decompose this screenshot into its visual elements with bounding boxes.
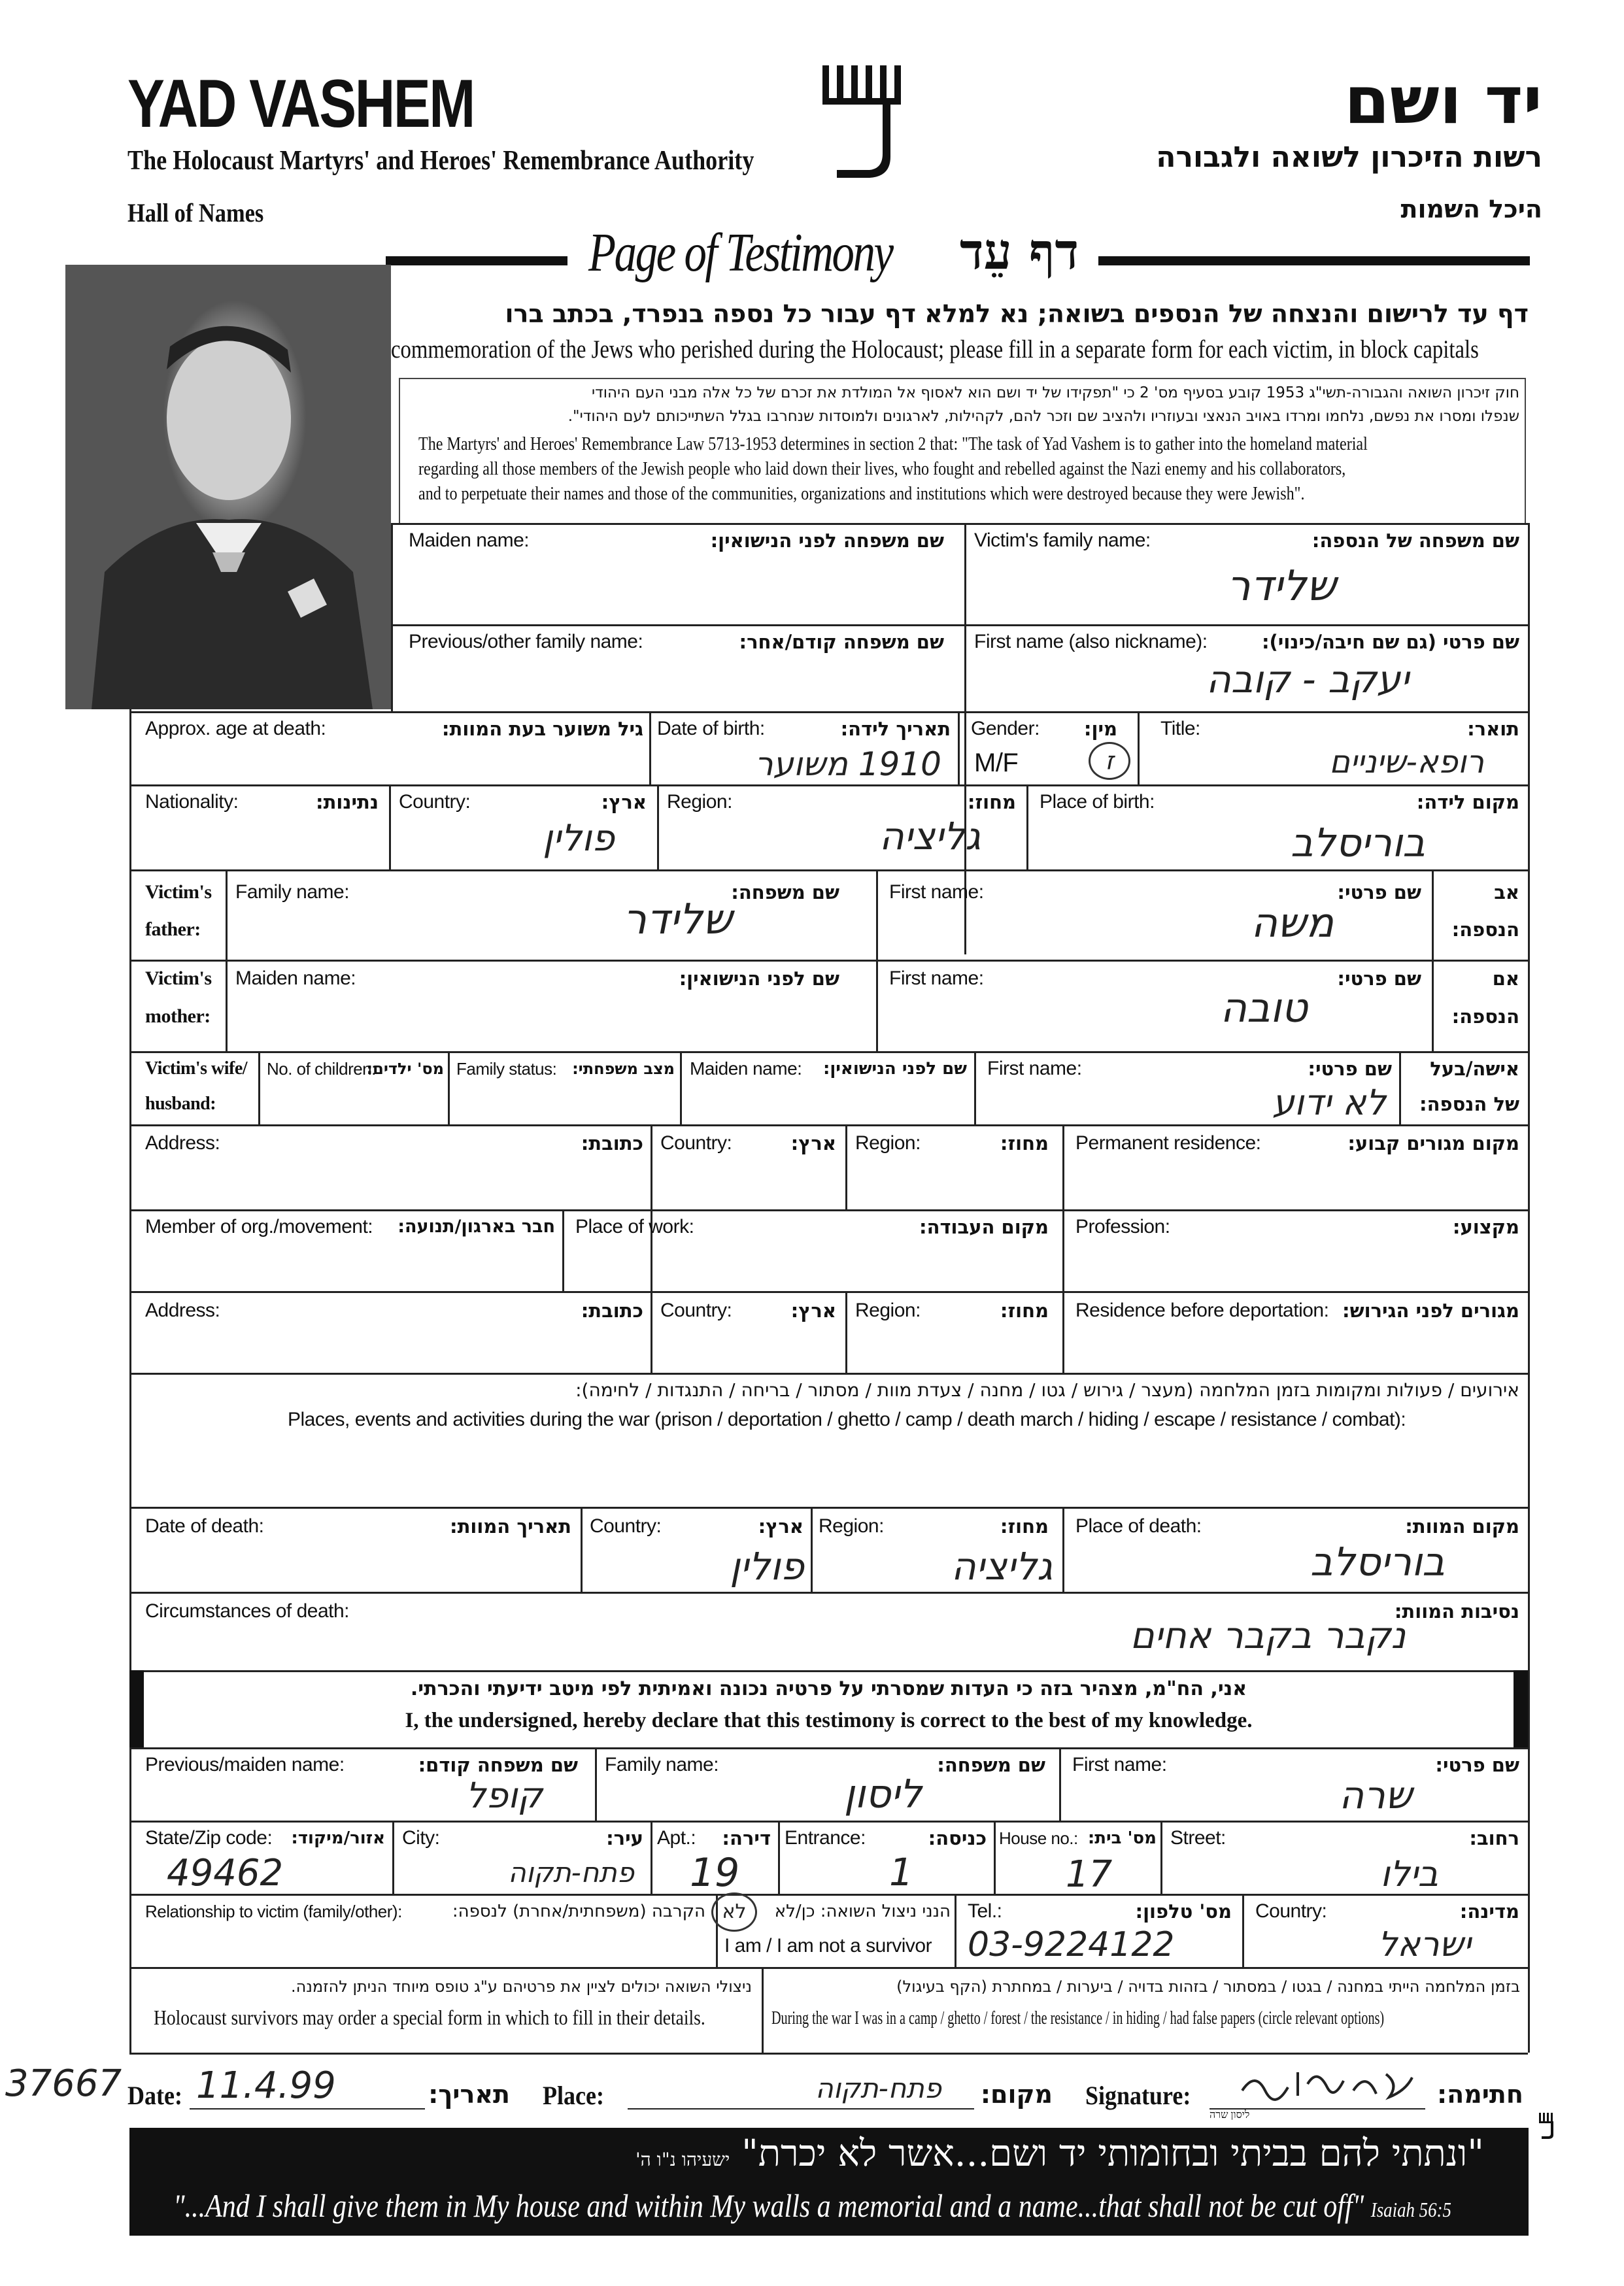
victims-father-label-1: Victim's (145, 881, 212, 903)
title-rule-right (1098, 256, 1530, 265)
profession-label-he: מקצוע: (1452, 1216, 1519, 1238)
family-status-label: Family status: (456, 1059, 557, 1079)
death-region-label-he: מחוז: (1000, 1515, 1049, 1538)
title-label-he: תואר: (1467, 718, 1519, 740)
houseno-label-he: מס' בית: (1087, 1828, 1157, 1848)
submitter-first-label-he: שם פרטי: (1435, 1754, 1519, 1776)
address2-label-he: כתובת: (581, 1300, 643, 1322)
city-label: City: (402, 1827, 440, 1849)
pod-label: Place of death: (1075, 1515, 1202, 1537)
prev-family-label-he: שם משפחה קודם/אחר: (739, 631, 944, 653)
circumstances-label-he: נסיבות המוות: (1394, 1600, 1519, 1622)
mother-label-he-2: הנספה: (1451, 1005, 1519, 1028)
spouse-maiden-label-he: שם לפני הנישואין: (822, 1059, 967, 1079)
gender-label: Gender: (971, 718, 1040, 739)
law-en-1: The Martyrs' and Heroes' Remembrance Law 5713-1953 determines in section 2 that: "The task of Yad Vashem is to gather into the homeland material (418, 434, 1368, 454)
submitter-family-label-he: שם משפחה: (937, 1754, 1045, 1776)
death-country-label-he: ארץ: (758, 1515, 804, 1538)
first-name-nick-label-he: שם פרטי (גם שם חיבה/כינוי): (1261, 631, 1519, 653)
spouse-label-2: husband: (145, 1094, 216, 1114)
victim-photo (65, 265, 391, 709)
death-country-value[interactable]: פולין (730, 1544, 804, 1588)
address2-label: Address: (145, 1300, 220, 1321)
address-country-label-he: ארץ: (790, 1132, 836, 1154)
declaration-band-right (1514, 1670, 1528, 1747)
father-family-label-he: שם משפחה: (731, 881, 839, 903)
dod-label: Date of death: (145, 1515, 264, 1537)
page-title-en: Page of Testimony (588, 222, 892, 283)
street-label-he: רחוב: (1469, 1827, 1519, 1849)
war-note-en: During the war I was in a camp / ghetto / forest / the resistance / in hiding / had false papers (circle relevant options) (771, 2008, 1385, 2028)
survivor-circle-value[interactable]: לא (711, 1892, 757, 1932)
mother-maiden-label-he: שם לפני הנישואין: (679, 967, 839, 990)
relation-label-he: הקרבה (משפחתית/אחרת) לנספה: (452, 1902, 705, 1921)
org-name-he: יד ושם (1344, 62, 1542, 139)
death-country-label: Country: (590, 1515, 662, 1537)
country2-label: Country: (1255, 1900, 1327, 1922)
place-underline (628, 2108, 974, 2110)
events-label-he: אירועים / פעולות ומקומות בזמן המלחמה (מעצר / גירוש / גטו / מחנה / צעדת מוות / מסתור / בריחה / התנגדות / לחימה): (575, 1379, 1519, 1401)
zip-label: State/Zip code: (145, 1827, 273, 1849)
footer-quote-he (170, 2132, 1484, 2175)
street-value[interactable]: בילו (1380, 1853, 1438, 1894)
victim-family-label-he: שם משפחה של הנספה: (1311, 529, 1519, 552)
gender-label-he: מין: (1083, 718, 1117, 740)
country-label: Country: (399, 791, 471, 813)
survivor-label-he: הנני ניצול השואה: כן/לא (774, 1902, 951, 1921)
entrance-label: Entrance: (785, 1827, 866, 1849)
footer-quote-he-text: "ונתתי להם בביתי ובחומותי יד ושם...אשר לא יכרת" (741, 2132, 1484, 2175)
mother-first-label: First name: (889, 967, 984, 989)
houseno-label: House no.: (999, 1828, 1078, 1848)
signature-value[interactable] (1236, 2064, 1419, 2112)
member-label: Member of org./movement: (145, 1216, 373, 1237)
victim-family-value[interactable]: שלידר (1226, 562, 1336, 611)
address-label-he: כתובת: (581, 1132, 643, 1154)
death-place-value[interactable]: בוריסלב (1310, 1539, 1445, 1585)
profession-label: Profession: (1075, 1216, 1170, 1237)
spouse-label-he-1: אישה/בעל (1430, 1058, 1519, 1080)
birth-country-value[interactable]: פולין (543, 817, 615, 860)
footer-quote-ref-he: ישעיהו נ"ו ה' (635, 2149, 730, 2170)
father-family-value[interactable]: שלידר (622, 896, 732, 944)
address2-region-label: Region: (855, 1300, 921, 1321)
signature-scribble (1236, 2064, 1419, 2104)
footer-quote-en-text: "...And I shall give them in My house and within My walls a memorial and a name...that shall not be cut off" (173, 2187, 1364, 2224)
submitter-first-label: First name: (1072, 1754, 1167, 1775)
dob-label: Date of birth: (657, 718, 765, 739)
houseno-value[interactable]: 17 (1066, 1853, 1113, 1896)
gender-options: M/F (974, 748, 1019, 777)
authority-he: רשות הזיכרון לשואה ולגבורה (1156, 141, 1542, 174)
street-label: Street: (1170, 1827, 1226, 1849)
work-label-he: מקום העבודה: (919, 1216, 1049, 1238)
date-label: Date: (127, 2081, 182, 2110)
place-label-he: מקום: (980, 2080, 1053, 2109)
declaration-he: אני, הח"מ, מצהיר בזה כי העדות שמסרתי על פרטיה נכונה ואמיתית לפי מיטב ידיעתי והכרתי. (410, 1677, 1247, 1700)
victim-family-label: Victim's family name: (974, 529, 1151, 551)
tel-label: Tel.: (968, 1900, 1002, 1922)
pob-label: Place of birth: (1040, 791, 1155, 813)
gender-value[interactable]: ז (1089, 742, 1130, 780)
date-label-he: תאריך: (428, 2080, 510, 2109)
small-logo (1538, 2111, 1557, 2141)
title-label: Title: (1160, 718, 1200, 739)
prev-family-label: Previous/other family name: (409, 631, 643, 652)
address-label: Address: (145, 1132, 220, 1154)
country2-value[interactable]: ישראל (1378, 1925, 1471, 1964)
date-value[interactable]: 11.4.99 (196, 2064, 336, 2107)
margin-number: 37667 (5, 2062, 122, 2105)
country-label-he: ארץ: (601, 791, 647, 813)
birth-place-value[interactable]: בוריסלב (1290, 820, 1425, 866)
age-label: Approx. age at death: (145, 718, 326, 739)
res-before-label: Residence before deportation: (1075, 1300, 1329, 1321)
entrance-label-he: כניסה: (928, 1827, 987, 1849)
region-label-he: מחוז: (967, 791, 1016, 813)
submitter-first-value[interactable]: שרה (1339, 1773, 1412, 1817)
father-first-label: First name: (889, 881, 984, 903)
address2-region-label-he: מחוז: (1000, 1300, 1049, 1322)
maiden-name-label-he: שם משפחה לפני הנישואין: (710, 529, 944, 552)
spouse-first-label: First name: (987, 1058, 1082, 1079)
address-region-label: Region: (855, 1132, 921, 1154)
apt-label: Apt.: (657, 1827, 696, 1849)
submitter-prev-label: Previous/maiden name: (145, 1754, 345, 1775)
address-country-label: Country: (660, 1132, 732, 1154)
submitter-family-value[interactable]: ליסון (843, 1772, 922, 1817)
hall-of-names-en: Hall of Names (127, 198, 264, 227)
events-label: Places, events and activities during the war (prison / deportation / ghetto / camp / death march / hiding / escape / resistance / combat): (288, 1409, 1406, 1430)
survivor-note-en: Holocaust survivors may order a special form in which to fill in their details. (154, 2006, 705, 2029)
dob-value[interactable]: 1910 משוער (754, 745, 941, 783)
submitter-prev-value[interactable]: קופל (465, 1775, 543, 1816)
member-label-he: חבר בארגון/תנועה: (398, 1217, 555, 1237)
title-rule-left (386, 256, 567, 265)
survivor-note-he: ניצולי השואה יכולים לציין את פרטיהם ע"ג טופס מיוחד הניתן להזמנה. (291, 1977, 752, 1996)
law-he-2: שנפלו ומסרו את נפשם, נלחמו ומרדו באויב הנאצי ובעוזריו ולהציב שם וזכר להם, לקהילות, לארגונים ולמוסדות שנחרבו בגלל השתייכותם לעם היהודי". (567, 408, 1519, 425)
spouse-first-value[interactable]: לא ידוע (1272, 1082, 1386, 1123)
submitter-prev-label-he: שם משפחה קודם: (418, 1754, 578, 1776)
war-note-he: בזמן המלחמה הייתי במחנה / בגטו / במסתור / בזהות בדויה / ביערות / במחתרת (הקף בעיגול) (896, 1977, 1520, 1996)
footer-quote-en (173, 2187, 1451, 2225)
pod-label-he: מקום המוות: (1405, 1515, 1519, 1538)
age-label-he: גיל משוער בעת המוות: (441, 718, 643, 740)
address2-country-label: Country: (660, 1300, 732, 1321)
circumstances-value[interactable]: נקבר בקבר אחים (1130, 1615, 1406, 1657)
intro-he: דף עד לרישום והנצחה של הנספים בשואה; נא למלא דף עבור כל נספה בנפרד, בכתב ברו (505, 299, 1529, 328)
father-family-label: Family name: (235, 881, 350, 903)
maiden-name-label: Maiden name: (409, 529, 530, 551)
apt-label-he: דירה: (722, 1827, 771, 1849)
org-name-en: YAD VASHEM (127, 66, 474, 142)
place-value[interactable]: פתח-תקוה (815, 2072, 941, 2104)
submitter-family-label: Family name: (605, 1754, 719, 1775)
death-region-value[interactable]: גליציה (951, 1544, 1053, 1588)
survivor-label: I am / I am not a survivor (724, 1935, 932, 1957)
mother-maiden-label: Maiden name: (235, 967, 356, 989)
date-underline (190, 2108, 425, 2110)
spouse-label-he-2: של הנספה: (1419, 1093, 1519, 1115)
address-region-label-he: מחוז: (1000, 1132, 1049, 1154)
mother-label-he-1: אם (1492, 967, 1519, 990)
perm-res-label-he: מקום מגורים קבוע: (1347, 1132, 1519, 1154)
first-name-value[interactable]: יעקב - קובה (1206, 657, 1410, 701)
family-status-label-he: מצב משפחתי: (572, 1060, 675, 1078)
hall-of-names-he: היכל השמות (1400, 195, 1542, 224)
law-en-2: regarding all those members of the Jewish people who laid down their lives, who fought and rebelled against the Nazi enemy and his collaborators, (418, 459, 1346, 479)
children-label-he: מס' ילדים: (366, 1060, 444, 1078)
declaration-band-left (129, 1670, 144, 1747)
spouse-label-1: Victim's wife/ (145, 1058, 248, 1079)
pob-label-he: מקום לידה: (1416, 791, 1519, 813)
intro-en: commemoration of the Jews who perished during the Holocaust; please fill in a separate form for each victim, in block capitals (391, 335, 1479, 363)
first-name-nick-label: First name (also nickname): (974, 631, 1208, 652)
spouse-maiden-label: Maiden name: (690, 1058, 802, 1079)
signature-label-he: חתימה: (1436, 2080, 1523, 2109)
relation-label: Relationship to victim (family/other): (145, 1902, 402, 1921)
work-label: Place of work: (575, 1216, 694, 1237)
victims-mother-label-2: mother: (145, 1005, 211, 1027)
law-en-3: and to perpetuate their names and those of the communities, organizations and institutions which were destroyed because they were Jewish". (418, 484, 1305, 504)
title-value[interactable]: רופא-שיניים (1329, 744, 1484, 781)
circumstances-label: Circumstances of death: (145, 1600, 349, 1622)
death-region-label: Region: (819, 1515, 884, 1537)
address2-country-label-he: ארץ: (790, 1300, 836, 1322)
city-value[interactable]: פתח-תקוה (508, 1857, 634, 1889)
tel-value[interactable]: 03-9224122 (968, 1925, 1175, 1964)
father-label-he-1: אב (1494, 881, 1519, 903)
victims-mother-label-1: Victim's (145, 967, 212, 989)
mother-first-value[interactable]: טובה (1220, 984, 1308, 1032)
father-first-label-he: שם פרטי: (1337, 881, 1421, 903)
law-he-1: חוק זיכרון השואה והגבורה-תשי"ג 1953 קובע בסעיף מס' 2 כי "תפקידו של יד ושם הוא לאסוף אל המולדת את זכרם של כל אלה מבני העם היהודי (592, 384, 1519, 401)
tel-label-he: מס' טלפון: (1135, 1900, 1232, 1923)
page-title-he: דף עֵד (960, 222, 1079, 280)
mother-first-label-he: שם פרטי: (1337, 967, 1421, 990)
city-label-he: עיר: (606, 1827, 643, 1849)
nationality-label: Nationality: (145, 791, 239, 813)
signature-underline: ליסון שרה (1210, 2108, 1425, 2121)
res-before-label-he: מגורים לפני הגירוש: (1342, 1300, 1519, 1322)
nationality-label-he: נתינות: (316, 791, 379, 813)
perm-res-label: Permanent residence: (1075, 1132, 1261, 1154)
country2-label-he: מדינה: (1459, 1900, 1519, 1923)
spouse-first-label-he: שם פרטי: (1308, 1058, 1392, 1080)
father-label-he-2: הנספה: (1451, 918, 1519, 941)
declaration-en: I, the undersigned, hereby declare that this testimony is correct to the best of my knowledge. (405, 1709, 1253, 1732)
authority-en: The Holocaust Martyrs' and Heroes' Remembrance Authority (127, 146, 754, 176)
father-first-value[interactable]: משה (1251, 899, 1334, 947)
place-label: Place: (543, 2081, 604, 2110)
law-box (399, 378, 1526, 524)
apt-value[interactable]: 19 (690, 1850, 740, 1896)
victims-father-label-2: father: (145, 918, 201, 940)
signature-label: Signature: (1085, 2081, 1191, 2110)
dob-label-he: תאריך לידה: (840, 718, 951, 740)
birth-region-value[interactable]: גליציה (879, 814, 981, 858)
dod-label-he: תאריך המוות: (450, 1515, 571, 1538)
footer-quote-ref-en: Isaiah 56:5 (1370, 2198, 1451, 2221)
children-label: No. of children: (267, 1059, 376, 1079)
entrance-value[interactable]: 1 (889, 1850, 913, 1894)
zip-label-he: אזור/מיקוד: (291, 1828, 385, 1848)
zip-value[interactable]: 49462 (167, 1852, 284, 1894)
yad-vashem-logo (817, 59, 905, 186)
region-label: Region: (667, 791, 732, 813)
